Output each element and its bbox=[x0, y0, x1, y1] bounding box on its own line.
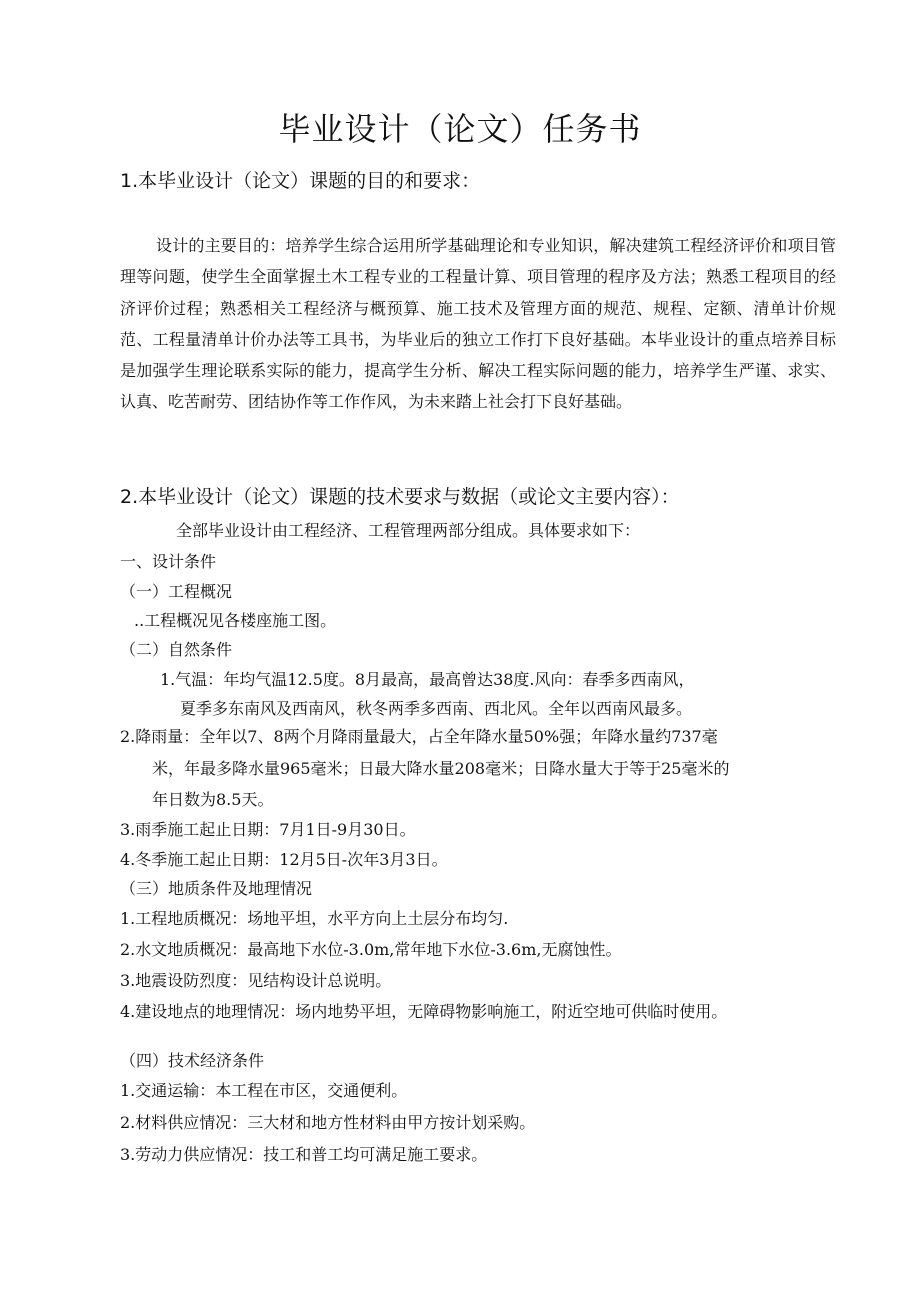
section1-paragraph: 设计的主要目的：培养学生综合运用所学基础理论和专业知识，解决建筑工程经济评价和项目管理等问题，使学生全面掌握土木工程专业的工程量计算、项目管理的程序及方法；熟悉工程项目的经济评价过程；熟悉相关工程经济与概预算、施工技术及管理方面的规范、规程、定额、清单计价规范、工程量清单计价办法等工具书，为毕业后的独立工作打下良好基础。本毕业设计的重点培养目标是加强学生理论联系实际的能力，提高学生分析、解决工程实际问题的能力，培养学生严谨、求实、认真、吃苦耐劳、团结协作等工作作风，为未来踏上社会打下良好基础。 bbox=[120, 236, 836, 412]
sub4-item2: 2.材料供应情况：三大材和地方性材料由甲方按计划采购。 bbox=[120, 1113, 536, 1132]
sub1-heading: （一）工程概况 bbox=[120, 582, 233, 601]
sub1-line: ..工程概况见各楼座施工图。 bbox=[134, 611, 337, 630]
document-title: 毕业设计（论文）任务书 bbox=[278, 110, 642, 148]
sub2-item2-line2: 米，年最多降水量965毫米；日最大降水量208毫米；日降水量大于等于25毫米的 bbox=[152, 759, 730, 778]
part1-heading: 一、设计条件 bbox=[120, 552, 217, 571]
sub4-heading: （四）技术经济条件 bbox=[120, 1051, 265, 1070]
section1-heading: 1.本毕业设计（论文）课题的目的和要求： bbox=[120, 170, 481, 192]
sub2-item1-line1: 1.气温：年均气温12.5度。8月最高，最高曾达38度.风向：春季多西南风， bbox=[160, 670, 695, 689]
sub3-item3: 3.地震设防烈度：见结构设计总说明。 bbox=[120, 971, 392, 990]
sub2-item1-line2: 夏季多东南风及西南风，秋冬两季多西南、西北风。全年以西南风最多。 bbox=[180, 699, 693, 718]
sub4-item1: 1.交通运输：本工程在市区，交通便利。 bbox=[120, 1081, 408, 1100]
sub3-item4: 4.建设地点的地理情况：场内地势平坦，无障碍物影响施工，附近空地可供临时使用。 bbox=[120, 1002, 728, 1021]
sub4-item3: 3.劳动力供应情况：技工和普工均可满足施工要求。 bbox=[120, 1145, 488, 1164]
section2-heading: 2.本毕业设计（论文）课题的技术要求与数据（或论文主要内容）： bbox=[120, 486, 680, 508]
sub3-item2: 2.水文地质概况：最高地下水位-3.0m,常年地下水位-3.6m,无腐蚀性。 bbox=[120, 940, 622, 959]
sub2-item4: 4.冬季施工起止日期：12月5日-次年3月3日。 bbox=[120, 850, 448, 869]
sub3-item1: 1.工程地质概况：场地平坦，水平方向上土层分布均匀. bbox=[120, 909, 509, 928]
sub3-heading: （三）地质条件及地理情况 bbox=[120, 879, 313, 898]
sub2-item3: 3.雨季施工起止日期：7月1日-9月30日。 bbox=[120, 820, 416, 839]
sub2-heading: （二）自然条件 bbox=[120, 640, 233, 659]
sub2-item2-line3: 年日数为8.5天。 bbox=[152, 790, 274, 809]
section2-intro: 全部毕业设计由工程经济、工程管理两部分组成。具体要求如下： bbox=[176, 521, 641, 540]
sub2-item2-line1: 2.降雨量：全年以7、8两个月降雨量最大，占全年降水量50%强；年降水量约737毫 bbox=[120, 727, 718, 746]
